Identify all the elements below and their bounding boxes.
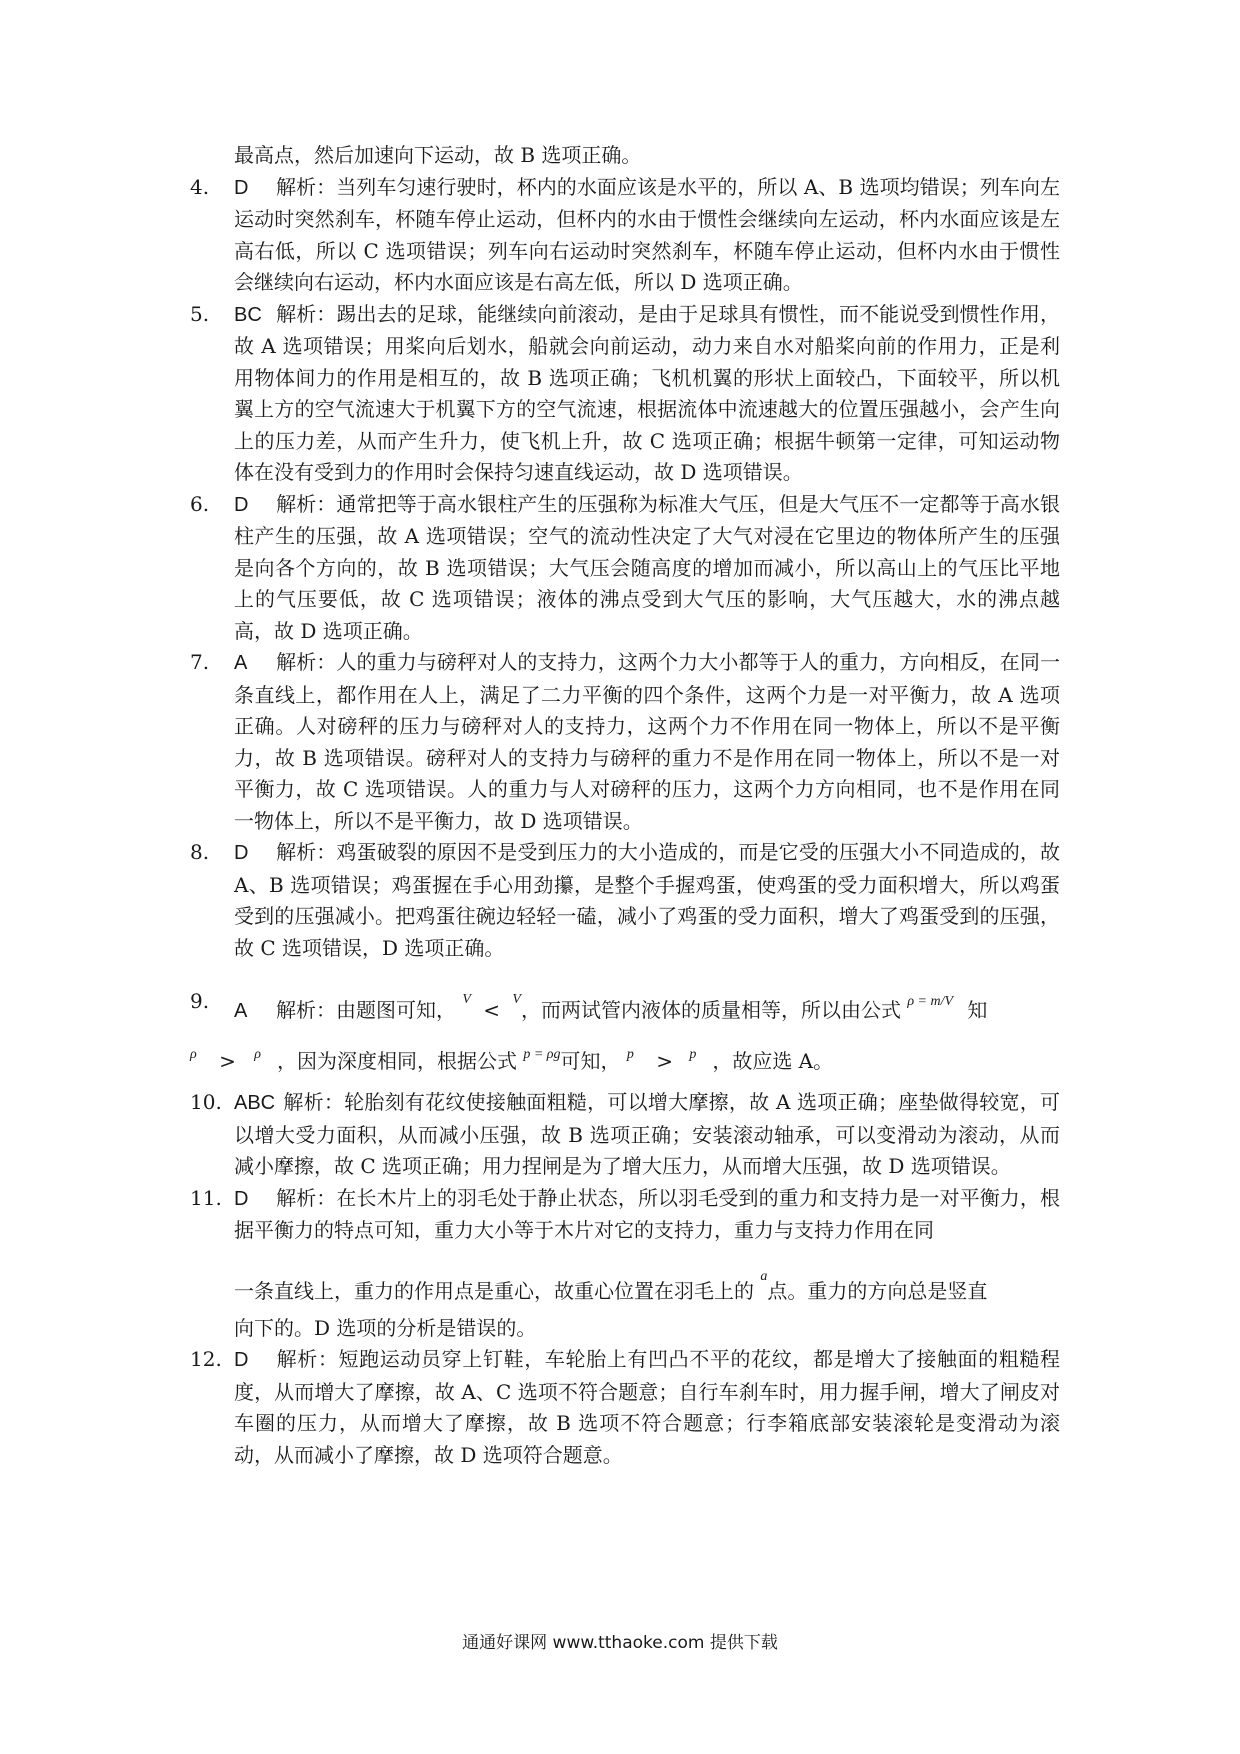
- answer-item-11: [190, 1183, 1060, 1345]
- item9-text-b: ，而两试管内液体的质量相等，所以由公式: [520, 998, 901, 1022]
- item9-text-c: 知: [967, 998, 988, 1022]
- density-formula: ρ = m/V: [907, 994, 954, 1009]
- point-a-symbol: a: [760, 1268, 768, 1284]
- item-explanation: 解析：人的重力与磅秤对人的支持力，这两个力大小都等于人的重力，方向相反，在同一条直线上，都作用在人上，满足了二力平衡的四个条件，这两个力是一对平衡力，故 A 选项正确。人对磅秤的压力与磅秤对人的支持力，这两个力不作用在同一物体上，所以不是平衡力，故 B 选项错误。磅秤对人的支持力与磅秤的重力不是作用在同一物体上，所以不是一对平衡力，故 C 选项错误。人的重力与人对磅秤的压力，这两个力方向相同，也不是作用在同一物体上，所以不是平衡力，故 D 选项错误。: [234, 650, 1060, 833]
- page-footer: 通通好课网 www.tthaoke.com 提供下载: [462, 1633, 778, 1653]
- item-number: 6.: [190, 491, 210, 516]
- item-number: 5.: [190, 301, 210, 326]
- item11-text-2b: 点。重力的方向总是竖直: [767, 1278, 988, 1303]
- item-explanation: 解析：鸡蛋破裂的原因不是受到压力的大小造成的，而是它受的压强大小不同造成的，故 A、B 选项错误；鸡蛋握在手心用劲攥，是整个手握鸡蛋，使鸡蛋的受力面积增大，所以鸡蛋受到的压强减小。把鸡蛋往碗边轻轻一磕，减小了鸡蛋的受力面积，增大了鸡蛋受到的压强，故 C 选项错误，D 选项正确。: [234, 840, 1060, 960]
- answer-item-10: [190, 1087, 1060, 1183]
- greater-than-sign: >: [219, 1049, 236, 1073]
- item-answer: D: [234, 842, 249, 864]
- item-number: 11.: [190, 1185, 222, 1210]
- item-answer: A: [234, 652, 248, 674]
- answer-item-7: [190, 647, 1060, 837]
- item-explanation: 解析：当列车匀速行驶时，杯内的水面应该是水平的，所以 A、B 选项均错误；列车向左运动时突然刹车，杯随车停止运动，但杯内的水由于惯性会继续向左运动，杯内水面应该是左高右低，所以 C 选项错误；列车向右运动时突然刹车，杯随车停止运动，但杯内水由于惯性会继续向右运动，杯内水面应该是右高左低，所以 D 选项正确。: [234, 174, 1060, 294]
- item-number: 12.: [190, 1347, 222, 1371]
- item-answer: D: [234, 1187, 249, 1210]
- item9-text-e: 相同，根据公式: [376, 1049, 517, 1073]
- item-explanation: 解析：轮胎刻有花纹使接触面粗糙，可以增大摩擦，故 A 选项正确；座垫做得较宽，可以增大受力面积，从而减小压强，故 B 选项正确；安装滚动轴承，可以变滑动为滚动，从而减小摩擦，故 C 选项正确；用力捏闸是为了增大压力，从而增大压强，故 D 选项错误。: [234, 1090, 1060, 1178]
- item-answer: D: [234, 176, 249, 199]
- volume-symbol-2: V: [512, 992, 521, 1007]
- item9-text-d: ，因为深度: [276, 1049, 377, 1073]
- item-number: 10.: [190, 1090, 222, 1114]
- answer-item-12: [190, 1344, 1060, 1471]
- item-answer: BC: [234, 303, 262, 326]
- item11-text-3: 向下的。D 选项的分析是错误的。: [234, 1315, 537, 1340]
- answer-item-6: [190, 489, 1060, 648]
- answer-item-5: [190, 299, 1060, 489]
- density-symbol-2: ρ: [254, 1047, 261, 1062]
- item-number: 7.: [190, 650, 210, 674]
- item-answer: ABC: [234, 1092, 276, 1114]
- item-answer: D: [234, 493, 249, 516]
- volume-symbol-1: V: [462, 992, 471, 1007]
- answer-content: [190, 140, 1060, 1471]
- continuation-line: 最高点，然后加速向下运动，故 B 选项正确。: [234, 143, 642, 167]
- item-explanation: 解析：踢出去的足球，能继续向前滚动，是由于足球具有惯性，而不能说受到惯性作用，故 A 选项错误；用桨向后划水，船就会向前运动，动力来自水对船桨向前的作用力，正是利用物体间力的作用是相互的，故 B 选项正确；飞机机翼的形状上面较凸，下面较平，所以机翼上方的空气流速大于机翼下方的空气流速，根据流体中流速越大的位置压强越小，会产生向上的压力差，从而产生升力，使飞机上升，故 C 选项正确；根据牛顿第一定律，可知运动物体在没有受到力的作用时会保持匀速直线运动，故 D 选项错误。: [234, 301, 1060, 484]
- pressure-formula: p = ρg: [523, 1047, 561, 1062]
- item9-text-a: 解析：由题图可知，: [276, 998, 456, 1022]
- greater-than-sign-2: >: [656, 1049, 673, 1073]
- answer-item-4: [190, 172, 1060, 299]
- item11-text-1: 解析：在长木片上的羽毛处于静止状态，所以羽毛受到的重力和支持力是一对平衡力，根据平衡力的特点可知，重力大小等于木片对它的支持力，重力与支持力作用在同: [234, 1185, 1060, 1242]
- item-explanation: 解析：短跑运动员穿上钉鞋，车轮胎上有凹凸不平的花纹，都是增大了接触面的粗糙程度，从而增大了摩擦，故 A、C 选项不符合题意；自行车刹车时，用力握手闸，增大了闸皮对车圈的压力，从而增大了摩擦，故 B 选项不符合题意；行李箱底部安装滚轮是变滑动为滚动，从而减小了摩擦，故 D 选项符合题意。: [234, 1347, 1060, 1467]
- item-answer: D: [234, 1349, 249, 1371]
- item-number: 8.: [190, 840, 210, 864]
- item-number: 4.: [190, 174, 210, 199]
- answer-item-8: [190, 837, 1060, 964]
- density-symbol-1: ρ: [190, 1047, 197, 1062]
- item11-text-2a: 一条直线上，重力的作用点是重心，故重心位置在羽毛上的: [234, 1278, 754, 1303]
- item-number: 9.: [190, 989, 210, 1013]
- item9-text-g: ，故应选 A。: [712, 1049, 834, 1073]
- item-answer: A: [234, 1000, 248, 1022]
- less-than-sign: <: [483, 998, 501, 1022]
- pressure-symbol-2: p: [689, 1047, 697, 1062]
- item-explanation: 解析：通常把等于高水银柱产生的压强称为标准大气压，但是大气压不一定都等于高水银柱产生的压强，故 A 选项错误；空气的流动性决定了大气对浸在它里边的物体所产生的压强是向各个方向的，故 B 选项错误；大气压会随高度的增加而减小，所以高山上的气压比平地上的气压要低，故 C 选项错误；液体的沸点受到大气压的影响，大气压越大，水的沸点越高，故 D 选项正确。: [234, 491, 1060, 643]
- pressure-symbol-1: p: [626, 1047, 634, 1062]
- item9-text-f: 可知，: [560, 1049, 621, 1073]
- answer-item-9: [190, 974, 1060, 1083]
